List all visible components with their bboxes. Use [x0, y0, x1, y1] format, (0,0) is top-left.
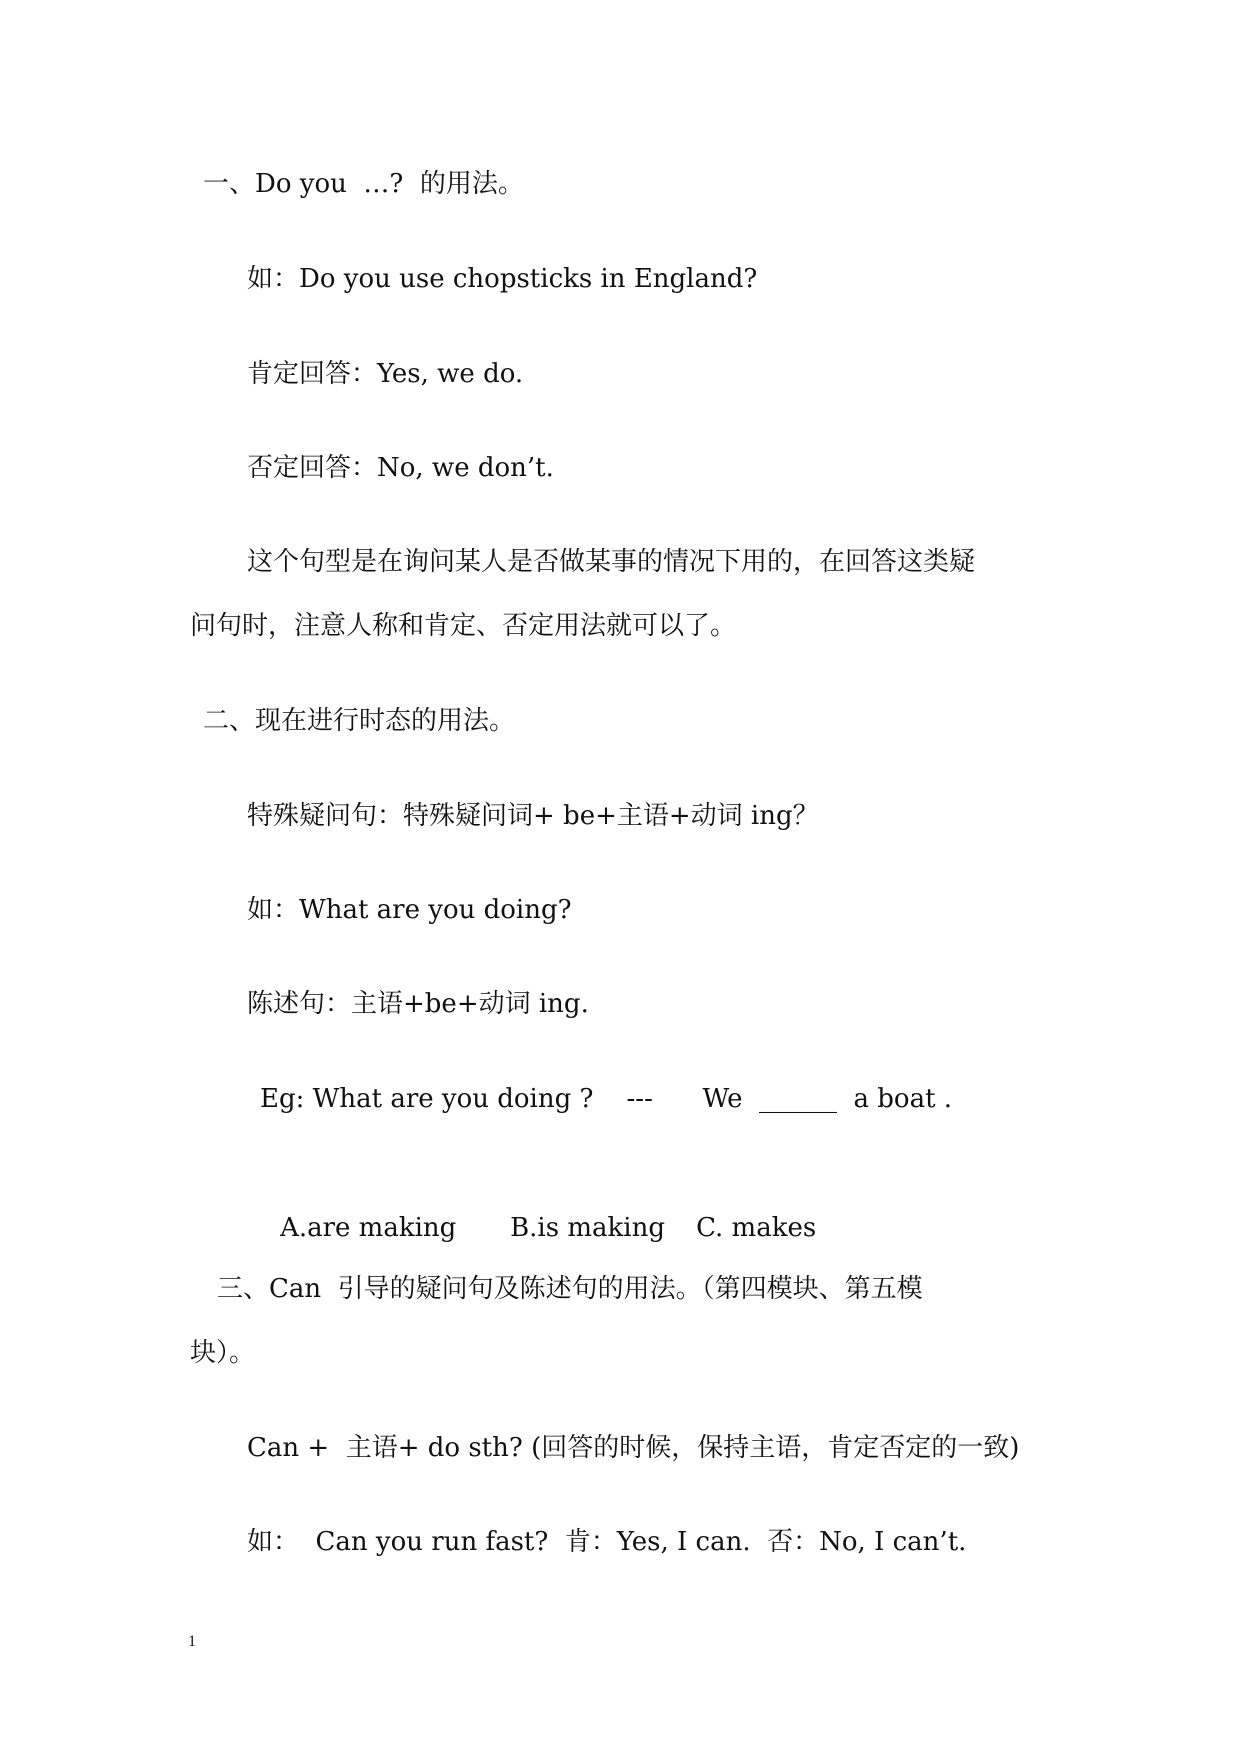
can-example: 如： Can you run fast? 肯：Yes, I can. 否：No, I can’t.	[247, 1527, 967, 1557]
example-sentence: 如：What are you doing?	[247, 895, 572, 925]
option-a: A.are making	[280, 1213, 457, 1243]
affirmative-answer: 肯定回答：Yes, we do.	[247, 359, 524, 389]
option-c: C. makes	[696, 1213, 817, 1243]
exercise-options	[247, 1177, 816, 1279]
statement-pattern: 陈述句：主语+be+动词 ing.	[247, 989, 589, 1019]
page-number: 1	[188, 1633, 196, 1650]
negative-answer: 否定回答：No, we don’t.	[247, 453, 554, 483]
special-question-pattern: 特殊疑问句：特殊疑问词+ be+主语+动词 ing？	[247, 801, 819, 831]
explanation-line-2: 问句时，注意人称和肯定、否定用法就可以了。	[190, 611, 737, 641]
section-heading-present-continuous: 二、现在进行时态的用法。	[203, 706, 516, 736]
explanation-line-1: 这个句型是在询问某人是否做某事的情况下用的，在回答这类疑	[247, 547, 976, 577]
section-heading-can-line-1: 三、Can 引导的疑问句及陈述句的用法。（第四模块、第五模	[217, 1274, 923, 1304]
section-heading-can-line-2: 块）。	[190, 1338, 256, 1368]
can-pattern: Can + 主语+ do sth? (回答的时候，保持主语，肯定否定的一致)	[247, 1433, 1020, 1463]
example-sentence: 如：Do you use chopsticks in England?	[247, 264, 758, 294]
section-heading-do-you: 一、Do you …? 的用法。	[203, 169, 524, 199]
exercise-question: Eg: What are you doing ? --- We ______ a boat .	[260, 1084, 953, 1114]
option-b: B.is making	[510, 1213, 665, 1243]
